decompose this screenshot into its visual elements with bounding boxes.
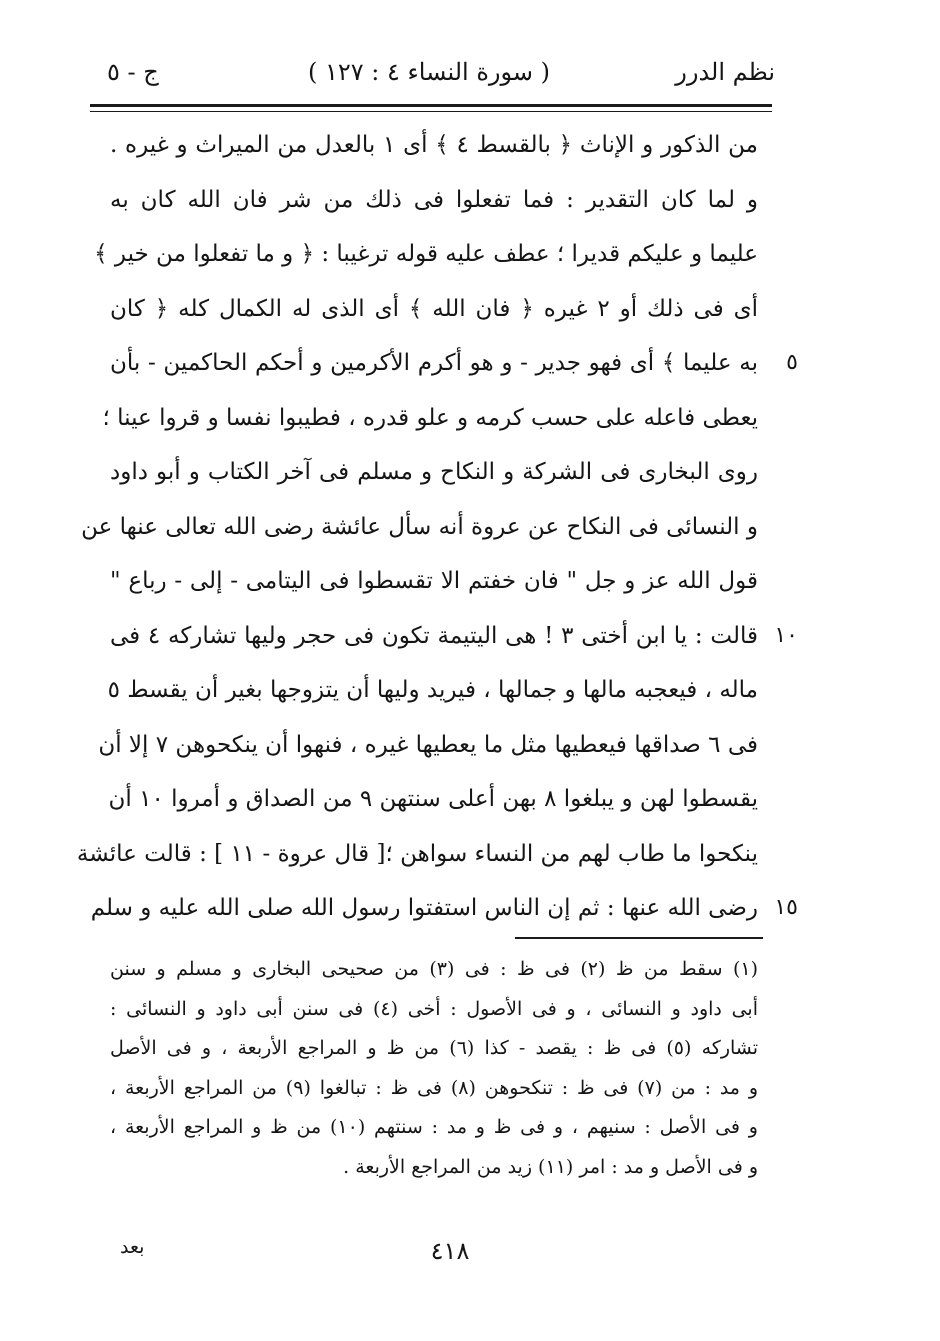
header-rule-thin: [90, 111, 772, 112]
text-line-content: من الذكور و الإناث ﴿ بالقسط ٤ ﴾ أى ١ بالعدل من الميراث و غيره .: [110, 132, 758, 158]
surah-reference: ( سورة النساء ٤ : ١٢٧ ): [307, 58, 550, 86]
text-line-content: عليما و عليكم قديرا ؛ عطف عليه قوله ترغيبا : ﴿ و ما تفعلوا من خير ﴾: [94, 241, 758, 267]
text-line: [110, 609, 798, 664]
line-number: ١٠: [774, 622, 798, 648]
text-line: [110, 282, 758, 337]
footnote-line: (١) سقط من ظ (٢) فى ظ : فى (٣) من صحيحى البخارى و مسلم و سنن: [110, 958, 758, 980]
text-line-content: و النسائى فى النكاح عن عروة أنه سأل عائشة رضى الله تعالى عنها عن: [81, 513, 758, 540]
text-line: [110, 772, 758, 827]
text-line: [107, 663, 758, 718]
text-line-content: قالت : يا ابن أختى ٣ ! هى اليتيمة تكون فى حجر وليها تشاركه ٤ فى: [110, 622, 759, 649]
text-line-content: يعطى فاعله على حسب كرمه و علو قدره ، فطيبوا نفسا و قروا عينا ؛: [102, 404, 758, 431]
text-line-content: رضى الله عنها : ثم إن الناس استفتوا رسول الله صلى الله عليه و سلم: [90, 895, 758, 921]
text-line-content: يقسطوا لهن و يبلغوا ٨ بهن أعلى سنتهن ٩ من الصداق و أمروا ١٠ أن: [108, 786, 758, 812]
text-line: [110, 554, 758, 609]
footnote-line: أبى داود و النسائى ، و فى الأصول : أخى (٤) فى سنن أبى داود و النسائى :: [110, 997, 758, 1020]
catchword: بعد: [120, 1236, 145, 1258]
line-number: ٥: [786, 350, 798, 375]
text-line: [110, 173, 758, 228]
footnotes: [110, 950, 758, 1187]
text-line-content: قول الله عز و جل " فان خفتم الا تقسطوا فى اليتامى - إلى - رباع ": [110, 568, 758, 594]
text-line-content: و لما كان التقدير : فما تفعلوا فى ذلك من شر فان الله كان به: [110, 186, 758, 213]
text-line-content: فى ٦ صداقها فيعطيها مثل ما يعطيها غيره ، فنهوا أن ينكحوهن ٧ إلا أن: [98, 731, 758, 758]
text-line-content: أى فى ذلك أو ٢ غيره ﴿ فان الله ﴾ أى الذى له الكمال كله ﴿ كان: [110, 295, 759, 322]
footnote-line: و فى الأصل : سنيهم ، و فى ظ و مد : سنتهم (١٠) من ظ و المراجع الأربعة ،: [110, 1116, 758, 1138]
footnote-line: و فى الأصل و مد : امر (١١) زيد من المراجع الأربعة .: [343, 1155, 758, 1178]
text-line: [110, 118, 758, 173]
book-title: نظم الدرر: [675, 58, 775, 86]
header-rule-thick: [90, 104, 772, 107]
main-text: [76, 118, 798, 936]
text-line: [102, 391, 758, 446]
text-line: [110, 445, 758, 500]
text-line: [81, 500, 758, 555]
text-line: [98, 718, 758, 773]
running-header: [95, 52, 775, 96]
footnote-line: تشاركه (٥) فى ظ : يقصد - كذا (٦) من ظ و المراجع الأربعة ، و فى الأصل: [110, 1037, 759, 1059]
line-number: ١٥: [774, 895, 798, 920]
footnote-line: و مد : من (٧) فى ظ : تنكحوهن (٨) فى ظ : تبالغوا (٩) من المراجع الأربعة ،: [110, 1076, 759, 1099]
text-line: [76, 827, 758, 882]
page-number: ٤١٨: [430, 1237, 470, 1265]
text-line-content: ينكحوا ما طاب لهم من النساء سواهن ؛[ قال عروة - ١١ ] : قالت عائشة: [76, 840, 758, 867]
volume-number: ج - ٥: [107, 58, 159, 86]
text-line: [90, 881, 798, 936]
text-line-content: روى البخارى فى الشركة و النكاح و مسلم فى آخر الكتاب و أبو داود: [110, 459, 758, 485]
text-line: [94, 227, 758, 282]
text-line: [110, 336, 798, 391]
text-line-content: به عليما ﴾ أى فهو جدير - و هو أكرم الأكرمين و أحكم الحاكمين - بأن: [110, 350, 758, 376]
text-line-content: ماله ، فيعجبه مالها و جمالها ، فيريد وليها أن يتزوجها بغير أن يقسط ٥: [107, 677, 758, 703]
footnote-separator: [515, 937, 763, 939]
